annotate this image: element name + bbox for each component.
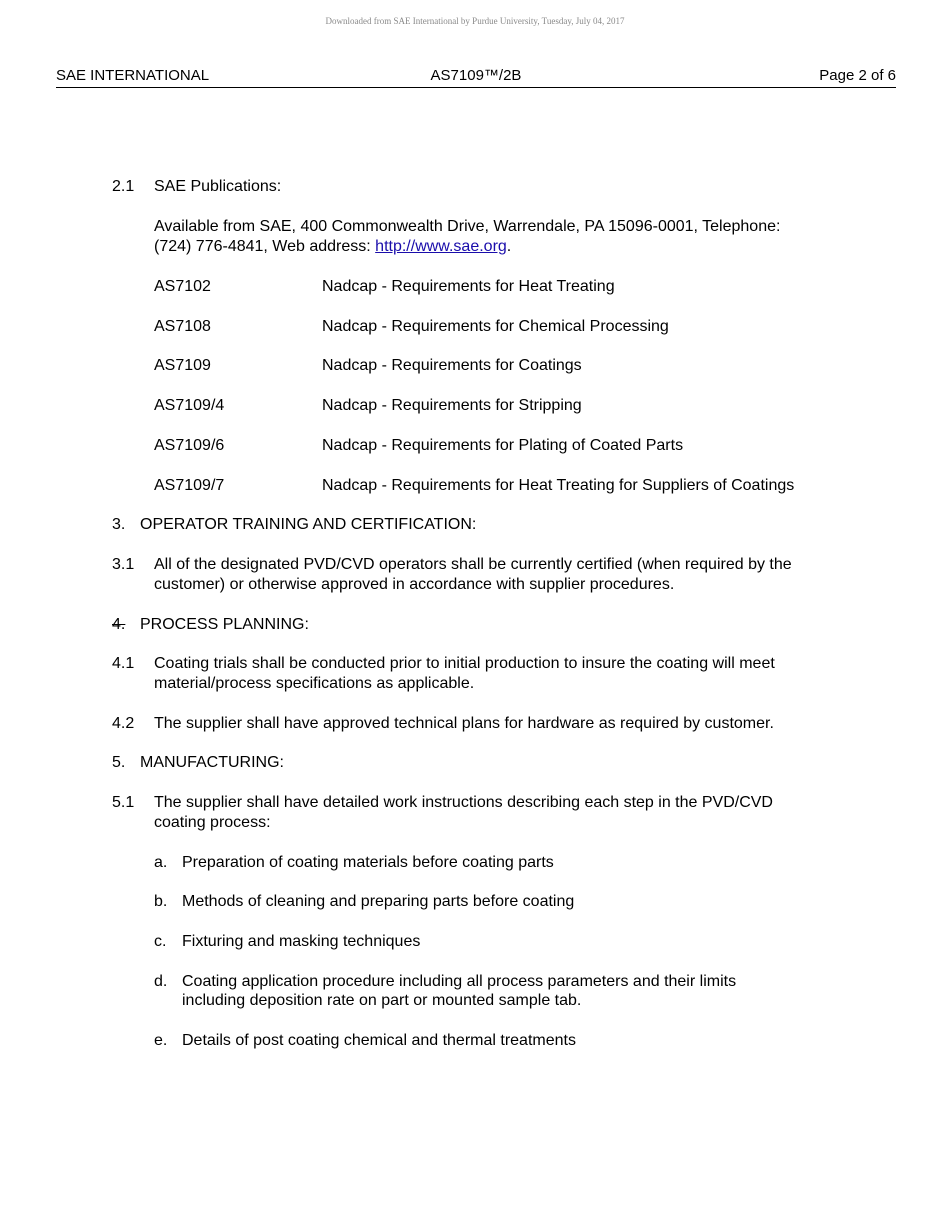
section-title: SAE Publications: [154, 178, 282, 195]
publication-title: Nadcap - Requirements for Coatings [322, 357, 582, 374]
list-item-continuation: including deposition rate on part or mounted sample tab. [182, 992, 582, 1009]
availability-text: Available from SAE, 400 Commonwealth Drive, Warrendale, PA 15096-0001, Telephone: [154, 218, 781, 235]
publication-code: AS7109/7 [154, 477, 225, 494]
publication-code: AS7102 [154, 278, 211, 295]
list-item: Details of post coating chemical and thermal treatments [182, 1032, 576, 1049]
list-item: Preparation of coating materials before coating parts [182, 854, 554, 871]
sae-website-link[interactable]: http://www.sae.org [375, 238, 507, 255]
section-number: 4.2 [112, 715, 135, 732]
section-number: 5. [112, 754, 126, 771]
publication-title: Nadcap - Requirements for Heat Treating [322, 278, 615, 295]
section-number: 5.1 [112, 794, 135, 811]
page-number: Page 2 of 6 [819, 67, 896, 84]
section-heading: PROCESS PLANNING: [140, 616, 309, 633]
publication-title: Nadcap - Requirements for Stripping [322, 397, 582, 414]
availability-text-line2: (724) 776-4841, Web address: http://www.sae.org. [154, 238, 512, 255]
publication-code: AS7109 [154, 357, 211, 374]
paragraph-line: All of the designated PVD/CVD operators shall be currently certified (when required by the [154, 556, 792, 573]
list-item-letter: a. [154, 854, 168, 871]
list-item-letter: c. [154, 933, 167, 950]
list-item-letter: b. [154, 893, 168, 910]
list-item-letter: d. [154, 973, 168, 990]
section-heading: OPERATOR TRAINING AND CERTIFICATION: [140, 516, 477, 533]
list-item: Coating application procedure including all process parameters and their limits [182, 973, 737, 990]
section-number: 4.1 [112, 655, 135, 672]
list-item: Fixturing and masking techniques [182, 933, 421, 950]
paragraph-line: The supplier shall have detailed work instructions describing each step in the PVD/CVD [154, 794, 773, 811]
list-item: Methods of cleaning and preparing parts before coating [182, 893, 575, 910]
section-number: 4. [112, 616, 126, 633]
page-header [56, 67, 896, 88]
section-number: 3.1 [112, 556, 135, 573]
paragraph-line: coating process: [154, 814, 271, 831]
download-notice: Downloaded from SAE International by Purdue University, Tuesday, July 04, 2017 [325, 16, 625, 26]
section-number: 3. [112, 516, 126, 533]
paragraph-line: customer) or otherwise approved in accordance with supplier procedures. [154, 576, 675, 593]
publication-code: AS7109/6 [154, 437, 225, 454]
paragraph-line: material/process specifications as applicable. [154, 675, 475, 692]
publication-title: Nadcap - Requirements for Plating of Coated Parts [322, 437, 684, 454]
organization-name: SAE INTERNATIONAL [56, 67, 210, 84]
publication-title: Nadcap - Requirements for Heat Treating for Suppliers of Coatings [322, 477, 795, 494]
publication-title: Nadcap - Requirements for Chemical Processing [322, 318, 669, 335]
paragraph-line: Coating trials shall be conducted prior to initial production to insure the coating will meet [154, 655, 775, 672]
paragraph-line: The supplier shall have approved technical plans for hardware as required by customer. [154, 715, 774, 732]
document-number: AS7109™/2B [430, 67, 522, 84]
publication-code: AS7109/4 [154, 397, 225, 414]
section-heading: MANUFACTURING: [140, 754, 284, 771]
section-number: 2.1 [112, 178, 135, 195]
list-item-letter: e. [154, 1032, 168, 1049]
publication-code: AS7108 [154, 318, 211, 335]
